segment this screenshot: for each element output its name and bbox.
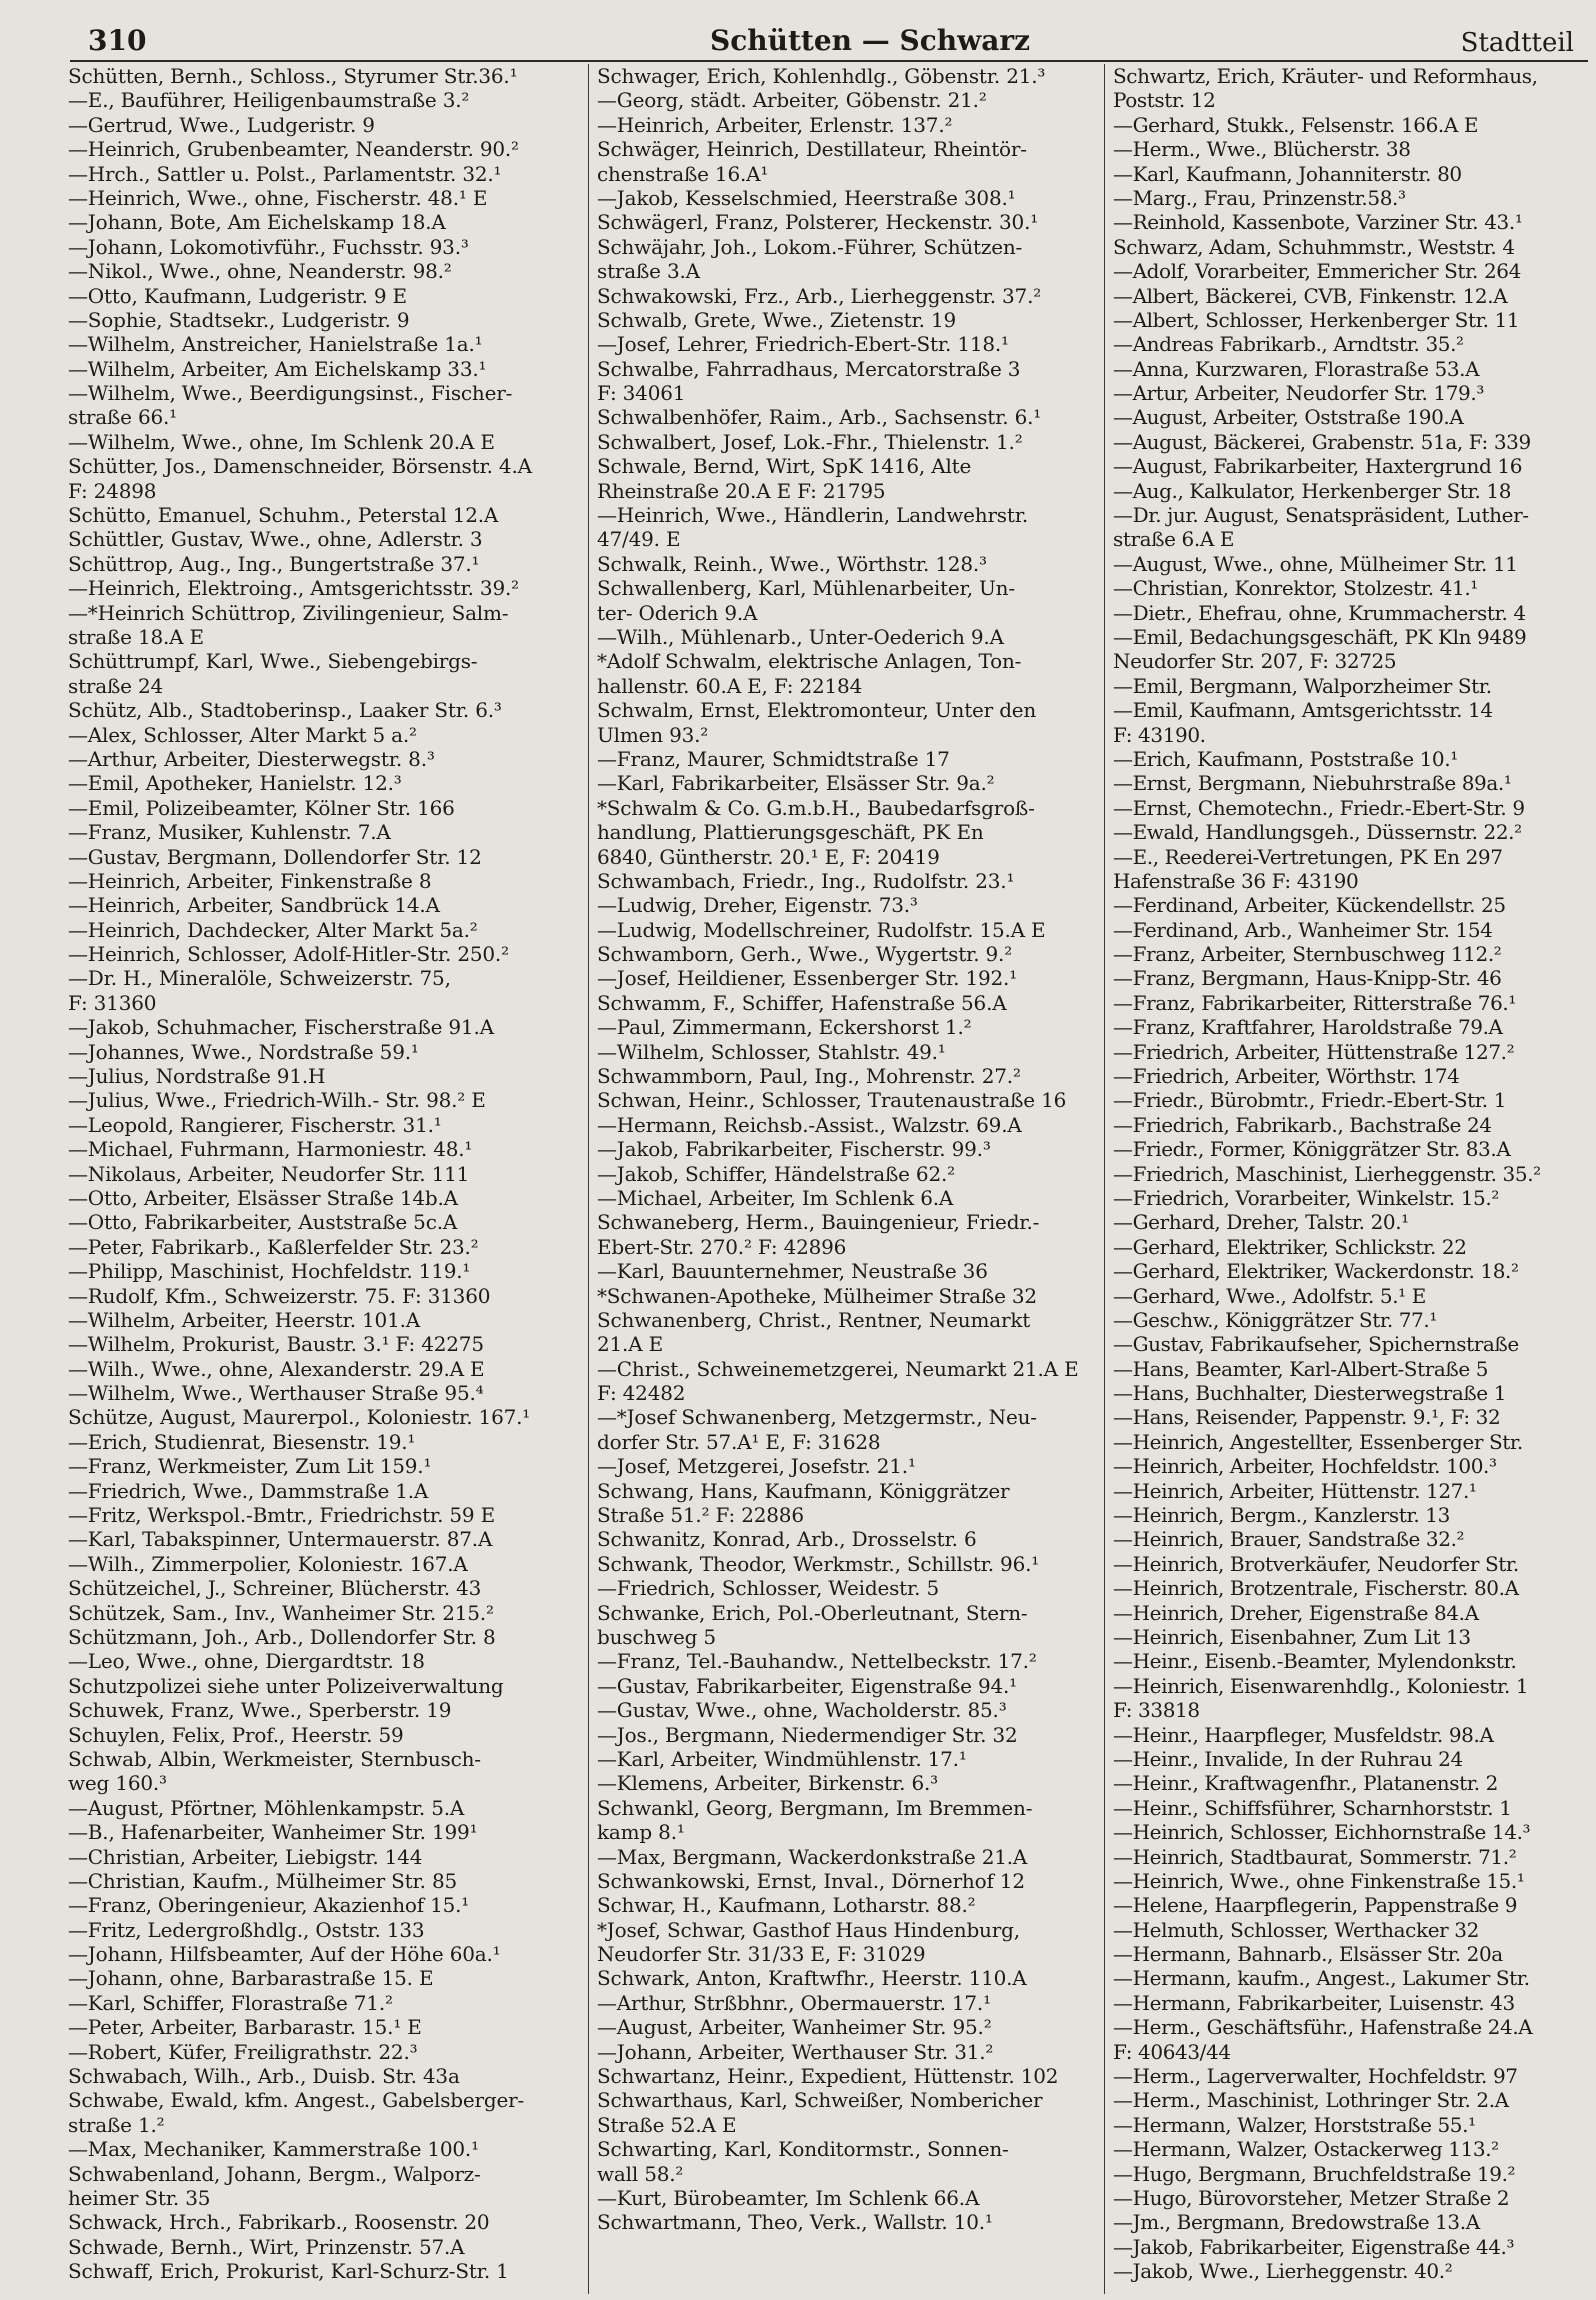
directory-entry-line: Schütz, Alb., Stadtoberinsp., Laaker Str. 6.³ bbox=[68, 698, 502, 723]
directory-entry-line: —Heinrich, Brotverkäufer, Neudorfer Str. bbox=[1113, 1551, 1519, 1576]
directory-entry-line: —Franz, Fabrikarbeiter, Ritterstraße 76.¹ bbox=[1113, 990, 1516, 1015]
directory-entry-line: —Wilhelm, Arbeiter, Am Eichelskamp 33.¹ bbox=[68, 356, 487, 381]
directory-entry-line: —Heinrich, Brauer, Sandstraße 32.² bbox=[1113, 1527, 1465, 1552]
directory-entry-line: —Heinrich, Brotzentrale, Fischerstr. 80.A bbox=[1113, 1576, 1519, 1601]
directory-entry-line: —Christian, Kaufm., Mülheimer Str. 85 bbox=[68, 1868, 457, 1893]
directory-entry-line: —Gerhard, Stukk., Felsenstr. 166.A E bbox=[1113, 112, 1479, 137]
directory-entry-line: —Artur, Arbeiter, Neudorfer Str. 179.³ bbox=[1113, 381, 1484, 406]
directory-entry-line: —Emil, Bergmann, Walporzheimer Str. bbox=[1113, 673, 1492, 698]
directory-entry-line: —Hermann, Fabrikarbeiter, Luisenstr. 43 bbox=[1113, 1990, 1515, 2015]
directory-entry-line: Schwalb, Grete, Wwe., Zietenstr. 19 bbox=[597, 307, 956, 332]
directory-entry-line: —Gerhard, Wwe., Adolfstr. 5.¹ E bbox=[1113, 1283, 1426, 1308]
directory-entry-line: —Herm., Wwe., Blücherstr. 38 bbox=[1113, 137, 1411, 162]
directory-entry-line: —August, Fabrikarbeiter, Haxtergrund 16 bbox=[1113, 454, 1523, 479]
directory-entry-line: straße 6.A E bbox=[1113, 527, 1235, 552]
directory-entry-line: Schwartanz, Heinr., Expedient, Hüttenstr. 102 bbox=[597, 2064, 1059, 2089]
directory-entry-line: —Friedr., Bürobmtr., Friedr.-Ebert-Str. 1 bbox=[1113, 1088, 1507, 1113]
directory-entry-line: —Christ., Schweinemetzgerei, Neumarkt 21.A E bbox=[597, 1356, 1079, 1381]
directory-entry-line: —Franz, Maurer, Schmidtstraße 17 bbox=[597, 746, 950, 771]
directory-entry-line: —Hans, Reisender, Pappenstr. 9.¹, F: 32 bbox=[1113, 1405, 1501, 1430]
directory-entry-line: —Franz, Werkmeister, Zum Lit 159.¹ bbox=[68, 1454, 432, 1479]
directory-entry-line: —Emil, Apotheker, Hanielstr. 12.³ bbox=[68, 771, 402, 796]
directory-entry-line: —Johann, Arbeiter, Werthauser Str. 31.² bbox=[597, 2039, 994, 2064]
directory-entry-line: Schwabenland, Johann, Bergm., Walporz- bbox=[68, 2161, 481, 2186]
directory-entry-line: wall 58.² bbox=[597, 2161, 684, 2186]
directory-columns bbox=[68, 64, 1596, 2294]
directory-entry-line: ter- Oderich 9.A bbox=[597, 600, 758, 625]
directory-entry-line: —Friedrich, Fabrikarb., Bachstraße 24 bbox=[1113, 1112, 1492, 1137]
directory-entry-line: —B., Hafenarbeiter, Wanheimer Str. 199¹ bbox=[68, 1820, 478, 1845]
directory-entry-line: Ebert-Str. 270.² F: 42896 bbox=[597, 1234, 847, 1259]
directory-entry-line: —Gustav, Bergmann, Dollendorfer Str. 12 bbox=[68, 844, 482, 869]
directory-entry-line: —Karl, Arbeiter, Windmühlenstr. 17.¹ bbox=[597, 1746, 967, 1771]
directory-entry-line: —Max, Bergmann, Wackerdonkstraße 21.A bbox=[597, 1844, 1028, 1869]
directory-entry-line: —Heinrich, Arbeiter, Hüttenstr. 127.¹ bbox=[1113, 1478, 1477, 1503]
directory-entry-line: —Hermann, Walzer, Horststraße 55.¹ bbox=[1113, 2112, 1476, 2137]
directory-entry-line: —Heinrich, Dreher, Eigenstraße 84.A bbox=[1113, 1600, 1479, 1625]
directory-entry-line: —Otto, Arbeiter, Elsässer Straße 14b.A bbox=[68, 1185, 458, 1210]
directory-entry-line: —Franz, Tel.-Bauhandw., Nettelbeckstr. 17.² bbox=[597, 1649, 1037, 1674]
directory-entry-line: straße 24 bbox=[68, 673, 163, 698]
directory-entry-line: —Herm., Maschinist, Lothringer Str. 2.A bbox=[1113, 2088, 1509, 2113]
directory-entry-line: Schütten, Bernh., Schloss., Styrumer Str.36.¹ bbox=[68, 64, 518, 88]
directory-entry-line: —Hermann, kaufm., Angest., Lakumer Str. bbox=[1113, 1966, 1530, 1991]
directory-entry-line: —Jakob, Schuhmacher, Fischerstraße 91.A bbox=[68, 1015, 494, 1040]
section-label: Stadtteil bbox=[1460, 28, 1574, 58]
directory-entry-line: —Georg, städt. Arbeiter, Göbenstr. 21.² bbox=[597, 88, 987, 113]
directory-entry-line: —Michael, Fuhrmann, Harmoniestr. 48.¹ bbox=[68, 1137, 473, 1162]
directory-entry-line: —Gustav, Fabrikarbeiter, Eigenstraße 94.¹ bbox=[597, 1673, 1017, 1698]
directory-entry-line: —Karl, Schiffer, Florastraße 71.² bbox=[68, 1990, 393, 2015]
directory-entry-line: Schüttler, Gustav, Wwe., ohne, Adlerstr. 3 bbox=[68, 527, 483, 552]
directory-entry-line: —Wilh., Mühlenarb., Unter-Oederich 9.A bbox=[597, 624, 1004, 649]
directory-entry-line: Schutzpolizei siehe unter Polizeiverwaltung bbox=[68, 1673, 504, 1698]
directory-entry-line: —Christian, Konrektor, Stolzestr. 41.¹ bbox=[1113, 576, 1478, 601]
directory-entry-line: Rheinstraße 20.A E F: 21795 bbox=[597, 478, 886, 503]
directory-entry-line: Schützmann, Joh., Arb., Dollendorfer Str. 8 bbox=[68, 1625, 496, 1649]
directory-entry-line: F: 24898 bbox=[68, 478, 157, 503]
directory-entry-line: —Heinrich, Wwe., Händlerin, Landwehrstr. bbox=[597, 503, 1029, 528]
directory-entry-line: —Herm., Geschäftsführ., Hafenstraße 24.A bbox=[1113, 2015, 1533, 2040]
directory-entry-line: Schwammborn, Paul, Ing., Mohrenstr. 27.² bbox=[597, 1064, 1021, 1089]
directory-entry-line: F: 43190. bbox=[1113, 722, 1206, 747]
directory-entry-line: Ulmen 93.² bbox=[597, 722, 709, 747]
directory-entry-line: —Heinr., Kraftwagenfhr., Platanenstr. 2 bbox=[1113, 1771, 1498, 1796]
directory-entry-line: Schwale, Bernd, Wirt, SpK 1416, Alte bbox=[597, 454, 972, 479]
directory-entry-line: —Heinr., Schiffsführer, Scharnhorststr. 1 bbox=[1113, 1795, 1512, 1820]
directory-entry-line: —Heinrich, Schlosser, Eichhornstraße 14.³ bbox=[1113, 1820, 1531, 1845]
directory-entry-line: —Herm., Lagerverwalter, Hochfeldstr. 97 bbox=[1113, 2064, 1518, 2089]
directory-entry-line: Neudorfer Str. 207, F: 32725 bbox=[1113, 649, 1397, 674]
directory-entry-line: —Julius, Wwe., Friedrich-Wilh.- Str. 98.² E bbox=[68, 1088, 486, 1113]
directory-entry-line: Schwabe, Ewald, kfm. Angest., Gabelsberger- bbox=[68, 2088, 525, 2113]
directory-entry-line: —Gustav, Wwe., ohne, Wacholderstr. 85.³ bbox=[597, 1698, 1007, 1723]
directory-entry-line: 47/49. E bbox=[597, 527, 681, 552]
directory-entry-line: —Karl, Fabrikarbeiter, Elsässer Str. 9a.² bbox=[597, 771, 995, 796]
directory-entry-line: Schwang, Hans, Kaufmann, Königgrätzer bbox=[597, 1478, 1010, 1503]
directory-entry-line: F: 42482 bbox=[597, 1381, 686, 1406]
directory-entry-line: —Max, Mechaniker, Kammerstraße 100.¹ bbox=[68, 2137, 479, 2162]
directory-entry-line: —Dr. jur. August, Senatspräsident, Luther- bbox=[1113, 503, 1529, 528]
directory-entry-line: —Wilhelm, Schlosser, Stahlstr. 49.¹ bbox=[597, 1039, 946, 1064]
directory-entry-line: —Christian, Arbeiter, Liebigstr. 144 bbox=[68, 1844, 423, 1869]
column-3 bbox=[1104, 64, 1596, 2294]
directory-entry-line: Schütter, Jos., Damenschneider, Börsenstr. 4.A bbox=[68, 454, 532, 479]
directory-entry-line: —Paul, Zimmermann, Eckershorst 1.² bbox=[597, 1015, 972, 1040]
directory-entry-line: Hafenstraße 36 F: 43190 bbox=[1113, 868, 1359, 893]
directory-entry-line: —Hans, Buchhalter, Diesterwegstraße 1 bbox=[1113, 1381, 1507, 1406]
directory-entry-line: —Heinrich, Wwe., ohne Finkenstraße 15.¹ bbox=[1113, 1868, 1525, 1893]
directory-entry-line: Schwägerl, Franz, Polsterer, Heckenstr. 30.¹ bbox=[597, 210, 1039, 235]
directory-entry-line: Neudorfer Str. 31/33 E, F: 31029 bbox=[597, 1942, 926, 1967]
directory-entry-line: Schwanenberg, Christ., Rentner, Neumarkt bbox=[597, 1307, 1031, 1332]
directory-entry-line: —August, Bäckerei, Grabenstr. 51a, F: 339 bbox=[1113, 429, 1531, 454]
directory-entry-line: kamp 8.¹ bbox=[597, 1820, 685, 1845]
directory-entry-line: dorfer Str. 57.A¹ E, F: 31628 bbox=[597, 1429, 881, 1454]
directory-entry-line: —Jakob, Fabrikarbeiter, Fischerstr. 99.³ bbox=[597, 1137, 991, 1162]
directory-entry-line: —Gerhard, Elektriker, Schlickstr. 22 bbox=[1113, 1234, 1467, 1259]
directory-entry-line: —Klemens, Arbeiter, Birkenstr. 6.³ bbox=[597, 1771, 938, 1796]
directory-entry-line: Schwanke, Erich, Pol.-Oberleutnant, Stern- bbox=[597, 1600, 1028, 1625]
directory-entry-line: —Johann, Hilfsbeamter, Auf der Höhe 60a.¹ bbox=[68, 1942, 501, 1967]
directory-entry-line: F: 34061 bbox=[597, 381, 686, 406]
directory-entry-line: —Friedrich, Maschinist, Lierheggenstr. 35.² bbox=[1113, 1161, 1541, 1186]
directory-entry-line: —Franz, Musiker, Kuhlenstr. 7.A bbox=[68, 820, 391, 845]
directory-entry-line: —Otto, Kaufmann, Ludgeristr. 9 E bbox=[68, 283, 407, 308]
directory-entry-line: *Schwalm & Co. G.m.b.H., Baubedarfsgroß- bbox=[597, 795, 1035, 820]
directory-entry-line: —Heinrich, Schlosser, Adolf-Hitler-Str. 250.² bbox=[68, 942, 509, 967]
directory-entry-line: —Ernst, Bergmann, Niebuhrstraße 89a.¹ bbox=[1113, 771, 1512, 796]
directory-entry-line: —Johann, ohne, Barbarastraße 15. E bbox=[68, 1966, 434, 1991]
directory-entry-line: —Alex, Schlosser, Alter Markt 5 a.² bbox=[68, 722, 417, 747]
directory-entry-line: —Johannes, Wwe., Nordstraße 59.¹ bbox=[68, 1039, 419, 1064]
directory-entry-line: —Hermann, Bahnarb., Elsässer Str. 20a bbox=[1113, 1942, 1503, 1967]
directory-entry-line: Schwarting, Karl, Konditormstr., Sonnen- bbox=[597, 2137, 1009, 2162]
directory-entry-line: —Andreas Fabrikarb., Arndtstr. 35.² bbox=[1113, 332, 1464, 357]
directory-entry-line: —Wilh., Zimmerpolier, Koloniestr. 167.A bbox=[68, 1551, 468, 1576]
directory-entry-line: —Helmuth, Schlosser, Werthacker 32 bbox=[1113, 1917, 1479, 1942]
directory-entry-line: —Jakob, Fabrikarbeiter, Eigenstraße 44.³ bbox=[1113, 2234, 1515, 2259]
directory-entry-line: Schwaneberg, Herm., Bauingenieur, Friedr.- bbox=[597, 1210, 1040, 1235]
directory-entry-line: —Hugo, Bergmann, Bruchfeldstraße 19.² bbox=[1113, 2161, 1516, 2186]
page-number: 310 bbox=[88, 24, 147, 57]
directory-entry-line: straße 18.A E bbox=[68, 624, 204, 649]
directory-entry-line: —Friedrich, Vorarbeiter, Winkelstr. 15.² bbox=[1113, 1185, 1499, 1210]
directory-entry-line: —Karl, Tabakspinner, Untermauerstr. 87.A bbox=[68, 1527, 493, 1552]
directory-entry-line: —Heinrich, Bergm., Kanzlerstr. 13 bbox=[1113, 1503, 1450, 1528]
directory-entry-line: —Arthur, Strßbhnr., Obermauerstr. 17.¹ bbox=[597, 1990, 991, 2015]
directory-entry-line: —Jm., Bergmann, Bredowstraße 13.A bbox=[1113, 2210, 1480, 2235]
directory-entry-line: Schwäjahr, Joh., Lokom.-Führer, Schützen- bbox=[597, 234, 1023, 259]
directory-entry-line: —Franz, Oberingenieur, Akazienhof 15.¹ bbox=[68, 1893, 470, 1918]
directory-entry-line: —Josef, Heildiener, Essenberger Str. 192.¹ bbox=[597, 966, 1018, 991]
directory-entry-line: —Julius, Nordstraße 91.H bbox=[68, 1064, 326, 1089]
directory-entry-line: hallenstr. 60.A E, F: 22184 bbox=[597, 673, 863, 698]
directory-entry-line: —Geschw., Königgrätzer Str. 77.¹ bbox=[1113, 1307, 1437, 1332]
directory-entry-line: —Fritz, Werkspol.-Bmtr., Friedrichstr. 59 E bbox=[68, 1503, 496, 1528]
directory-entry-line: Schwank, Theodor, Werkmstr., Schillstr. 96.¹ bbox=[597, 1551, 1040, 1576]
directory-entry-line: —Peter, Arbeiter, Barbarastr. 15.¹ E bbox=[68, 2015, 422, 2040]
directory-entry-line: —Jakob, Wwe., Lierheggenstr. 40.² bbox=[1113, 2259, 1453, 2284]
directory-entry-line: —Hugo, Bürovorsteher, Metzer Straße 2 bbox=[1113, 2185, 1510, 2210]
directory-entry-line: Schwanitz, Konrad, Arb., Drosselstr. 6 bbox=[597, 1527, 977, 1552]
directory-entry-line: —Karl, Kaufmann, Johanniterstr. 80 bbox=[1113, 161, 1462, 186]
directory-entry-line: 6840, Güntherstr. 20.¹ E, F: 20419 bbox=[597, 844, 940, 869]
directory-entry-line: —Kurt, Bürobeamter, Im Schlenk 66.A bbox=[597, 2185, 980, 2210]
directory-entry-line: Schwalk, Reinh., Wwe., Wörthstr. 128.³ bbox=[597, 551, 987, 576]
directory-entry-line: —Philipp, Maschinist, Hochfeldstr. 119.¹ bbox=[68, 1259, 471, 1284]
column-1 bbox=[68, 64, 580, 2294]
directory-entry-line: F: 40643/44 bbox=[1113, 2039, 1231, 2064]
directory-entry-line: straße 1.² bbox=[68, 2112, 165, 2137]
directory-entry-line: —Dietr., Ehefrau, ohne, Krummacherstr. 4 bbox=[1113, 600, 1526, 625]
directory-entry-line: —Heinr., Eisenb.-Beamter, Mylendonkstr. bbox=[1113, 1649, 1517, 1674]
column-2 bbox=[588, 64, 1097, 2294]
directory-entry-line: —Jos., Bergmann, Niedermendiger Str. 32 bbox=[597, 1722, 1018, 1747]
directory-entry-line: —*Josef Schwanenberg, Metzgermstr., Neu- bbox=[597, 1405, 1037, 1430]
directory-entry-line: —Nikol., Wwe., ohne, Neanderstr. 98.² bbox=[68, 259, 452, 284]
directory-entry-line: Schwabach, Wilh., Arb., Duisb. Str. 43a bbox=[68, 2064, 460, 2089]
directory-entry-line: F: 31360 bbox=[68, 990, 157, 1015]
directory-entry-line: Schwab, Albin, Werkmeister, Sternbusch- bbox=[68, 1746, 481, 1771]
directory-entry-line: heimer Str. 35 bbox=[68, 2185, 211, 2210]
directory-entry-line: —Heinr., Haarpfleger, Musfeldstr. 98.A bbox=[1113, 1722, 1494, 1747]
directory-entry-line: —August, Wwe., ohne, Mülheimer Str. 11 bbox=[1113, 551, 1518, 576]
directory-entry-line: —Wilhelm, Prokurist, Baustr. 3.¹ F: 42275 bbox=[68, 1332, 484, 1357]
directory-entry-line: —Wilhelm, Wwe., ohne, Im Schlenk 20.A E bbox=[68, 429, 495, 454]
directory-entry-line: —Ewald, Handlungsgeh., Düssernstr. 22.² bbox=[1113, 820, 1522, 845]
directory-entry-line: Schwäger, Heinrich, Destillateur, Rheintör- bbox=[597, 137, 1027, 162]
directory-entry-line: —E., Bauführer, Heiligenbaumstraße 3.² bbox=[68, 88, 470, 113]
directory-entry-line: —Hermann, Reichsb.-Assist., Walzstr. 69.A bbox=[597, 1112, 1022, 1137]
directory-entry-line: handlung, Plattierungsgeschäft, PK En bbox=[597, 820, 984, 845]
directory-entry-line: Schüttrop, Aug., Ing., Bungertstraße 37.¹ bbox=[68, 551, 480, 576]
directory-entry-line: —Leo, Wwe., ohne, Diergardtstr. 18 bbox=[68, 1649, 425, 1674]
directory-entry-line: —Wilhelm, Anstreicher, Hanielstraße 1a.¹ bbox=[68, 332, 483, 357]
directory-entry-line: Schützek, Sam., Inv., Wanheimer Str. 215.² bbox=[68, 1600, 494, 1625]
directory-entry-line: —Leopold, Rangierer, Fischerstr. 31.¹ bbox=[68, 1112, 442, 1137]
directory-entry-line: —Ludwig, Modellschreiner, Rudolfstr. 15.A E bbox=[597, 917, 1046, 942]
directory-entry-line: Schwalbert, Josef, Lok.-Fhr., Thielenstr. 1.² bbox=[597, 429, 1023, 454]
directory-entry-line: —Erich, Studienrat, Biesenstr. 19.¹ bbox=[68, 1429, 416, 1454]
directory-entry-line: —Johann, Lokomotivführ., Fuchsstr. 93.³ bbox=[68, 234, 469, 259]
directory-entry-line: Schwalbe, Fahrradhaus, Mercatorstraße 3 bbox=[597, 356, 1021, 381]
directory-entry-line: Schwartmann, Theo, Verk., Wallstr. 10.¹ bbox=[597, 2210, 993, 2235]
directory-entry-line: —E., Reederei-Vertretungen, PK En 297 bbox=[1113, 844, 1503, 869]
directory-entry-line: *Adolf Schwalm, elektrische Anlagen, Ton- bbox=[597, 649, 1022, 674]
directory-entry-line: —Friedrich, Arbeiter, Hüttenstraße 127.² bbox=[1113, 1039, 1515, 1064]
directory-entry-line: Schwan, Heinr., Schlosser, Trautenaustraße 16 bbox=[597, 1088, 1067, 1113]
directory-entry-line: —Hermann, Walzer, Ostackerweg 113.² bbox=[1113, 2137, 1499, 2162]
directory-entry-line: —Ferdinand, Arbeiter, Kückendellstr. 25 bbox=[1113, 893, 1506, 918]
directory-entry-line: Schütto, Emanuel, Schuhm., Peterstal 12.A bbox=[68, 503, 499, 528]
directory-entry-line: —Albert, Bäckerei, CVB, Finkenstr. 12.A bbox=[1113, 283, 1508, 308]
directory-entry-line: —Nikolaus, Arbeiter, Neudorfer Str. 111 bbox=[68, 1161, 470, 1186]
directory-entry-line: —Heinrich, Arbeiter, Hochfeldstr. 100.³ bbox=[1113, 1454, 1497, 1479]
directory-entry-line: Schütze, August, Maurerpol., Koloniestr. 167.¹ bbox=[68, 1405, 531, 1430]
directory-entry-line: —Ferdinand, Arb., Wanheimer Str. 154 bbox=[1113, 917, 1493, 942]
directory-entry-line: Schwallenberg, Karl, Mühlenarbeiter, Un- bbox=[597, 576, 1015, 601]
directory-entry-line: Schwarz, Adam, Schuhmmstr., Weststr. 4 bbox=[1113, 234, 1515, 259]
directory-entry-line: —Franz, Bergmann, Haus-Knipp-Str. 46 bbox=[1113, 966, 1502, 991]
directory-entry-line: buschweg 5 bbox=[597, 1625, 716, 1649]
directory-entry-line: —Josef, Lehrer, Friedrich-Ebert-Str. 118.¹ bbox=[597, 332, 1009, 357]
directory-entry-line: Schwamborn, Gerh., Wwe., Wygertstr. 9.² bbox=[597, 942, 1013, 967]
directory-entry-line: —August, Arbeiter, Oststraße 190.A bbox=[1113, 405, 1464, 430]
directory-entry-line: —Heinrich, Wwe., ohne, Fischerstr. 48.¹ E bbox=[68, 185, 488, 210]
directory-entry-line: *Schwanen-Apotheke, Mülheimer Straße 32 bbox=[597, 1283, 1037, 1308]
directory-entry-line: —*Heinrich Schüttrop, Zivilingenieur, Salm- bbox=[68, 600, 509, 625]
directory-entry-line: —Gerhard, Elektriker, Wackerdonstr. 18.² bbox=[1113, 1259, 1519, 1284]
directory-entry-line: —Gerhard, Dreher, Talstr. 20.¹ bbox=[1113, 1210, 1409, 1235]
directory-entry-line: —Heinrich, Eisenbahner, Zum Lit 13 bbox=[1113, 1625, 1471, 1649]
directory-entry-line: —Wilhelm, Arbeiter, Heerstr. 101.A bbox=[68, 1307, 421, 1332]
directory-entry-line: —Reinhold, Kassenbote, Varziner Str. 43.¹ bbox=[1113, 210, 1523, 235]
directory-entry-line: —Ernst, Chemotechn., Friedr.-Ebert-Str. 9 bbox=[1113, 795, 1525, 820]
directory-entry-line: —Friedrich, Wwe., Dammstraße 1.A bbox=[68, 1478, 429, 1503]
directory-entry-line: —August, Arbeiter, Wanheimer Str. 95.² bbox=[597, 2015, 992, 2040]
page-header bbox=[70, 18, 1588, 62]
directory-entry-line: —Emil, Bedachungsgeschäft, PK Kln 9489 bbox=[1113, 624, 1527, 649]
directory-entry-line: —Franz, Arbeiter, Sternbuschweg 112.² bbox=[1113, 942, 1502, 967]
directory-entry-line: —Gustav, Fabrikaufseher, Spichernstraße bbox=[1113, 1332, 1519, 1357]
directory-entry-line: —Arthur, Arbeiter, Diesterwegstr. 8.³ bbox=[68, 746, 435, 771]
directory-entry-line: —Peter, Fabrikarb., Kaßlerfelder Str. 23.² bbox=[68, 1234, 479, 1259]
directory-entry-line: Schwalbenhöfer, Raim., Arb., Sachsenstr. 6.¹ bbox=[597, 405, 1042, 430]
directory-entry-line: —Dr. H., Mineralöle, Schweizerstr. 75, bbox=[68, 966, 451, 991]
directory-entry-line: —Wilh., Wwe., ohne, Alexanderstr. 29.A E bbox=[68, 1356, 485, 1381]
directory-entry-line: chenstraße 16.A¹ bbox=[597, 161, 769, 186]
directory-entry-line: Schützeichel, J., Schreiner, Blücherstr. 43 bbox=[68, 1576, 482, 1601]
directory-entry-line: Schwankowski, Ernst, Inval., Dörnerhof 12 bbox=[597, 1868, 1025, 1893]
directory-entry-line: —Hrch., Sattler u. Polst., Parlamentstr. 32.¹ bbox=[68, 161, 502, 186]
directory-entry-line: —Hans, Beamter, Karl-Albert-Straße 5 bbox=[1113, 1356, 1489, 1381]
directory-entry-line: —Wilhelm, Wwe., Beerdigungsinst., Fischer- bbox=[68, 381, 513, 406]
directory-entry-line: —Franz, Kraftfahrer, Haroldstraße 79.A bbox=[1113, 1015, 1503, 1040]
directory-entry-line: Poststr. 12 bbox=[1113, 88, 1216, 113]
directory-entry-line: —Heinrich, Arbeiter, Erlenstr. 137.² bbox=[597, 112, 953, 137]
directory-entry-line: Schwack, Hrch., Fabrikarb., Roosenstr. 20 bbox=[68, 2210, 490, 2235]
directory-entry-line: Schwade, Bernh., Wirt, Prinzenstr. 57.A bbox=[68, 2234, 465, 2259]
directory-entry-line: weg 160.³ bbox=[68, 1771, 167, 1796]
directory-entry-line: —Rudolf, Kfm., Schweizerstr. 75. F: 31360 bbox=[68, 1283, 491, 1308]
directory-entry-line: —Fritz, Ledergroßhdlg., Oststr. 133 bbox=[68, 1917, 425, 1942]
directory-entry-line: —Heinrich, Arbeiter, Finkenstraße 8 bbox=[68, 868, 432, 893]
directory-entry-line: —Marg., Frau, Prinzenstr.58.³ bbox=[1113, 185, 1406, 210]
directory-entry-line: —Heinrich, Dachdecker, Alter Markt 5a.² bbox=[68, 917, 478, 942]
directory-entry-line: —Heinr., Invalide, In der Ruhrau 24 bbox=[1113, 1746, 1463, 1771]
directory-entry-line: Straße 52.A E bbox=[597, 2112, 737, 2137]
directory-entry-line: —Gertrud, Wwe., Ludgeristr. 9 bbox=[68, 112, 375, 137]
directory-entry-line: —Michael, Arbeiter, Im Schlenk 6.A bbox=[597, 1185, 954, 1210]
directory-entry-line: Schwark, Anton, Kraftwfhr., Heerstr. 110.A bbox=[597, 1966, 1027, 1991]
directory-entry-line: straße 66.¹ bbox=[68, 405, 177, 430]
directory-entry-line: —August, Pförtner, Möhlenkampstr. 5.A bbox=[68, 1795, 465, 1820]
directory-entry-line: —Heinrich, Arbeiter, Sandbrück 14.A bbox=[68, 893, 440, 918]
directory-entry-line: —Heinrich, Angestellter, Essenberger Str. bbox=[1113, 1429, 1523, 1454]
directory-entry-line: Schwarthaus, Karl, Schweißer, Nombericher bbox=[597, 2088, 1043, 2113]
directory-entry-line: Schwager, Erich, Kohlenhdlg., Göbenstr. 21.³ bbox=[597, 64, 1046, 88]
directory-entry-line: —Heinrich, Grubenbeamter, Neanderstr. 90.² bbox=[68, 137, 519, 162]
directory-entry-line: —Friedr., Former, Königgrätzer Str. 83.A bbox=[1113, 1137, 1511, 1162]
directory-entry-line: —Heinrich, Stadtbaurat, Sommerstr. 71.² bbox=[1113, 1844, 1517, 1869]
directory-entry-line: —Friedrich, Arbeiter, Wörthstr. 174 bbox=[1113, 1064, 1460, 1089]
directory-entry-line: —Albert, Schlosser, Herkenberger Str. 11 bbox=[1113, 307, 1520, 332]
directory-entry-line: 21.A E bbox=[597, 1332, 664, 1357]
directory-entry-line: Schwakowski, Frz., Arb., Lierheggenstr. 37.² bbox=[597, 283, 1042, 308]
directory-entry-line: —Jakob, Kesselschmied, Heerstraße 308.¹ bbox=[597, 185, 1016, 210]
directory-entry-line: Schwaff, Erich, Prokurist, Karl-Schurz-Str. 1 bbox=[68, 2259, 509, 2284]
directory-entry-line: —Adolf, Vorarbeiter, Emmericher Str. 264 bbox=[1113, 259, 1521, 284]
directory-entry-line: —Emil, Kaufmann, Amtsgerichtsstr. 14 bbox=[1113, 698, 1493, 723]
directory-entry-line: Schwamm, F., Schiffer, Hafenstraße 56.A bbox=[597, 990, 1007, 1015]
directory-entry-line: Schwalm, Ernst, Elektromonteur, Unter den bbox=[597, 698, 1037, 723]
directory-entry-line: —Aug., Kalkulator, Herkenberger Str. 18 bbox=[1113, 478, 1512, 503]
directory-entry-line: —Ludwig, Dreher, Eigenstr. 73.³ bbox=[597, 893, 918, 918]
directory-entry-line: —Sophie, Stadtsekr., Ludgeristr. 9 bbox=[68, 307, 410, 332]
directory-entry-line: —Emil, Polizeibeamter, Kölner Str. 166 bbox=[68, 795, 455, 820]
directory-entry-line: —Erich, Kaufmann, Poststraße 10.¹ bbox=[1113, 746, 1458, 771]
directory-entry-line: F: 33818 bbox=[1113, 1698, 1200, 1723]
directory-entry-line: Schuwek, Franz, Wwe., Sperberstr. 19 bbox=[68, 1698, 452, 1723]
directory-entry-line: —Anna, Kurzwaren, Florastraße 53.A bbox=[1113, 356, 1480, 381]
directory-entry-line: —Josef, Metzgerei, Josefstr. 21.¹ bbox=[597, 1454, 916, 1479]
directory-entry-line: straße 3.A bbox=[597, 259, 700, 284]
directory-entry-line: Schüttrumpf, Karl, Wwe., Siebengebirgs- bbox=[68, 649, 478, 674]
directory-entry-line: —Robert, Küfer, Freiligrathstr. 22.³ bbox=[68, 2039, 418, 2064]
directory-entry-line: —Otto, Fabrikarbeiter, Auststraße 5c.A bbox=[68, 1210, 458, 1235]
directory-entry-line: Schuylen, Felix, Prof., Heerstr. 59 bbox=[68, 1722, 404, 1747]
directory-entry-line: Schwankl, Georg, Bergmann, Im Bremmen- bbox=[597, 1795, 1033, 1820]
directory-entry-line: —Karl, Bauunternehmer, Neustraße 36 bbox=[597, 1259, 988, 1284]
directory-entry-line: —Jakob, Schiffer, Händelstraße 62.² bbox=[597, 1161, 955, 1186]
directory-entry-line: —Heinrich, Elektroing., Amtsgerichtsstr. 39.² bbox=[68, 576, 519, 601]
directory-entry-line: —Johann, Bote, Am Eichelskamp 18.A bbox=[68, 210, 446, 235]
directory-entry-line: Straße 51.² F: 22886 bbox=[597, 1503, 804, 1528]
directory-entry-line: Schwar, H., Kaufmann, Lotharstr. 88.² bbox=[597, 1893, 976, 1918]
directory-entry-line: *Josef, Schwar, Gasthof Haus Hindenburg, bbox=[597, 1917, 1020, 1942]
directory-entry-line: —Heinrich, Eisenwarenhdlg., Koloniestr. 1 bbox=[1113, 1673, 1529, 1698]
page-title: Schütten — Schwarz bbox=[710, 24, 1031, 57]
directory-entry-line: —Friedrich, Schlosser, Weidestr. 5 bbox=[597, 1576, 939, 1601]
directory-entry-line: —Wilhelm, Wwe., Werthauser Straße 95.⁴ bbox=[68, 1381, 484, 1406]
directory-entry-line: —Helene, Haarpflegerin, Pappenstraße 9 bbox=[1113, 1893, 1518, 1918]
directory-entry-line: Schwartz, Erich, Kräuter- und Reformhaus, bbox=[1113, 64, 1538, 88]
directory-entry-line: Schwambach, Friedr., Ing., Rudolfstr. 23.¹ bbox=[597, 868, 1015, 893]
